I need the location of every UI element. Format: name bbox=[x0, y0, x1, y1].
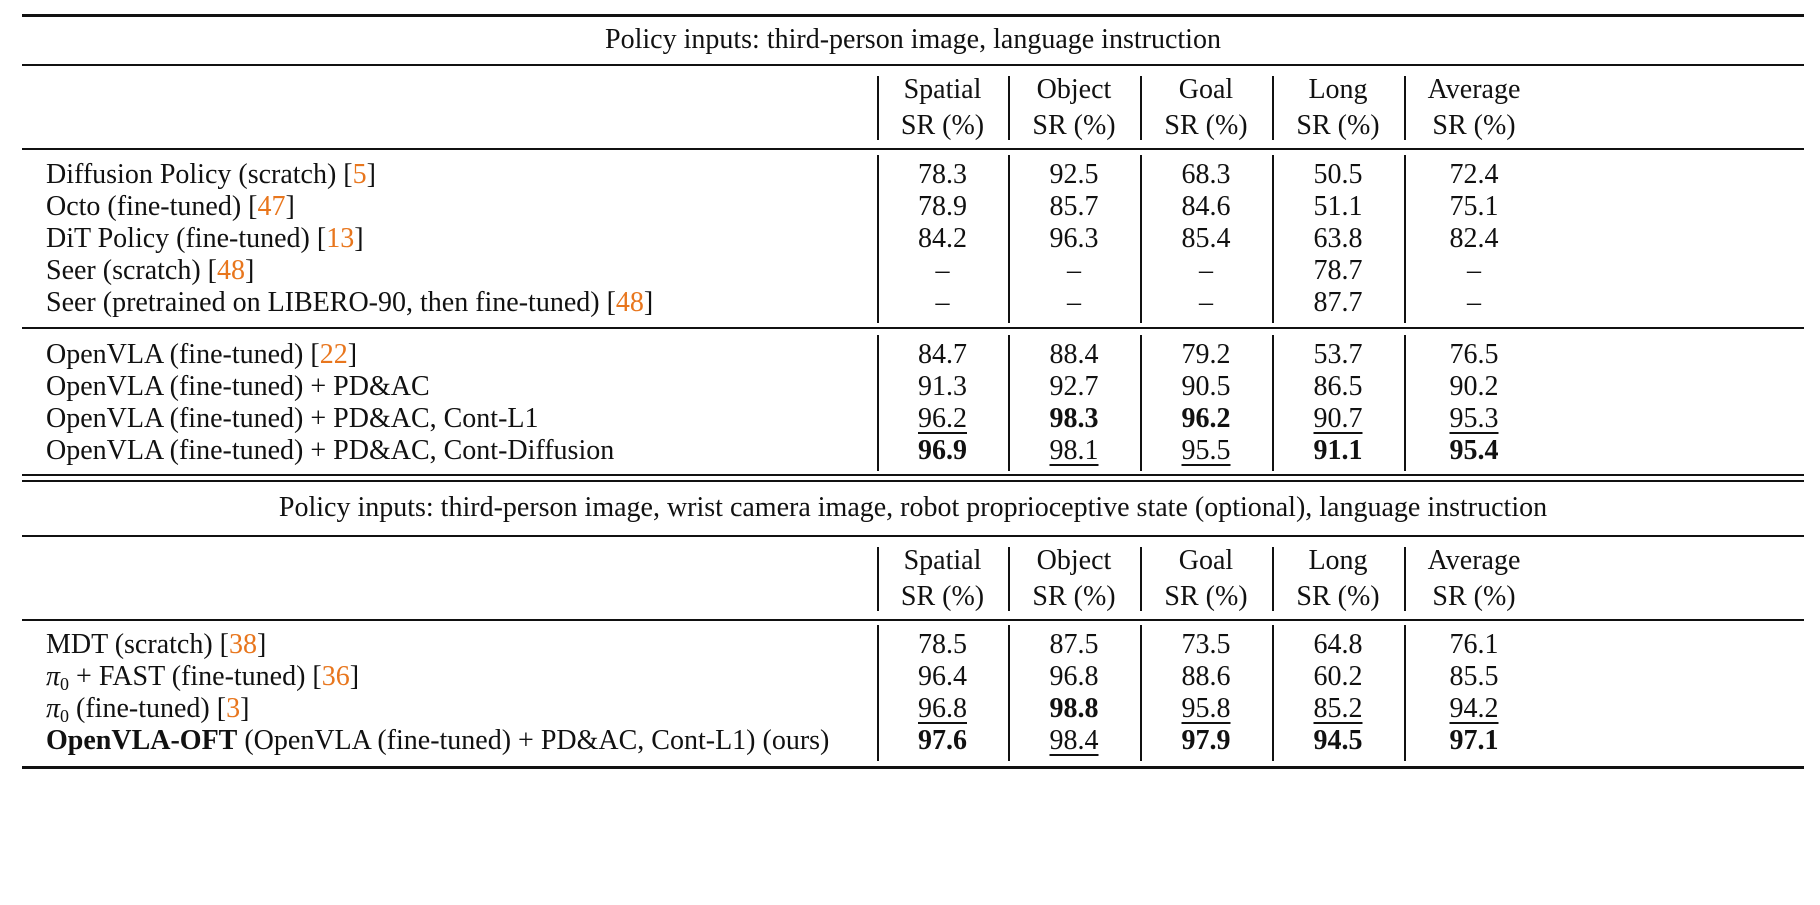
value-cell bbox=[877, 371, 1008, 403]
method-name bbox=[46, 629, 266, 661]
header-spatial: Spatial SR (%) bbox=[900, 74, 985, 141]
value-cell bbox=[1008, 191, 1140, 223]
value-text: 95.4 bbox=[1449, 435, 1499, 466]
method-name-text: Octo (fine-tuned) [ bbox=[46, 191, 258, 222]
value-cell bbox=[1404, 255, 1544, 287]
value-text: 97.9 bbox=[1181, 725, 1231, 756]
method-name-text: DiT Policy (fine-tuned) [ bbox=[46, 223, 327, 254]
method-name bbox=[46, 371, 430, 403]
citation-bracket: ] bbox=[349, 661, 360, 692]
method-name bbox=[46, 223, 364, 255]
value-cell bbox=[1272, 661, 1404, 693]
citation-bracket: ] bbox=[643, 287, 654, 318]
value-cell bbox=[1140, 371, 1272, 403]
value-cell bbox=[1140, 191, 1272, 223]
value-cell bbox=[877, 693, 1008, 725]
value-cell bbox=[877, 661, 1008, 693]
value-text: 78.5 bbox=[918, 629, 967, 660]
method-name-text: OpenVLA (fine-tuned) [ bbox=[46, 339, 320, 370]
value-text: 60.2 bbox=[1313, 661, 1363, 692]
citation-bracket: ] bbox=[366, 159, 376, 190]
value-cell bbox=[1272, 255, 1404, 287]
value-cell bbox=[1272, 725, 1404, 757]
method-name-text: + FAST (fine-tuned) [ bbox=[69, 661, 322, 692]
value-cell bbox=[1404, 403, 1544, 435]
method-name-bold: OpenVLA-OFT bbox=[46, 725, 238, 756]
value-text: 91.1 bbox=[1313, 435, 1363, 466]
value-cell bbox=[1404, 339, 1544, 371]
value-cell bbox=[1140, 661, 1272, 693]
value-text: 95.8 bbox=[1181, 693, 1231, 724]
method-name-text: Diffusion Policy (scratch) [ bbox=[46, 159, 353, 190]
header-goal: Goal SR (%) bbox=[1164, 545, 1248, 612]
citation-link: 36 bbox=[321, 661, 350, 692]
header-long: Long SR (%) bbox=[1296, 545, 1380, 612]
value-text: 90.2 bbox=[1449, 371, 1499, 402]
rule bbox=[22, 327, 1804, 329]
value-cell bbox=[1008, 255, 1140, 287]
value-text: 72.4 bbox=[1449, 159, 1499, 190]
value-cell bbox=[1404, 371, 1544, 403]
value-text: 96.9 bbox=[918, 435, 967, 466]
value-text: 97.1 bbox=[1449, 725, 1499, 756]
value-cell bbox=[1404, 725, 1544, 757]
value-text: 94.5 bbox=[1313, 725, 1363, 756]
value-cell bbox=[1008, 629, 1140, 661]
value-cell bbox=[1140, 339, 1272, 371]
value-text: 85.4 bbox=[1181, 223, 1231, 254]
value-text: – bbox=[1199, 255, 1213, 286]
value-text: 96.4 bbox=[918, 661, 967, 692]
value-cell bbox=[1008, 725, 1140, 757]
pi-symbol: π bbox=[46, 693, 61, 724]
value-text: – bbox=[1467, 287, 1481, 318]
value-cell bbox=[1008, 435, 1140, 467]
value-text: 85.5 bbox=[1449, 661, 1499, 692]
value-cell bbox=[1008, 287, 1140, 319]
citation-link: 48 bbox=[217, 255, 246, 286]
value-cell bbox=[1404, 159, 1544, 191]
value-text: 88.4 bbox=[1049, 339, 1099, 370]
value-text: 95.3 bbox=[1449, 403, 1499, 434]
value-text: 98.3 bbox=[1049, 403, 1099, 434]
value-text: 50.5 bbox=[1313, 159, 1363, 190]
value-text: 97.6 bbox=[918, 725, 967, 756]
value-cell bbox=[877, 629, 1008, 661]
citation-bracket: ] bbox=[245, 255, 255, 286]
value-text: 79.2 bbox=[1181, 339, 1231, 370]
pi-subscript: 0 bbox=[60, 674, 70, 694]
value-text: 63.8 bbox=[1313, 223, 1363, 254]
value-text: – bbox=[935, 287, 950, 318]
value-cell bbox=[1272, 629, 1404, 661]
value-text: 96.2 bbox=[1181, 403, 1231, 434]
value-cell bbox=[1404, 191, 1544, 223]
citation-link: 5 bbox=[352, 159, 367, 190]
pi-subscript: 0 bbox=[60, 706, 70, 726]
citation-bracket: ] bbox=[354, 223, 364, 254]
value-cell bbox=[1272, 191, 1404, 223]
header-average: Average SR (%) bbox=[1427, 74, 1521, 141]
citation-bracket: ] bbox=[240, 693, 250, 724]
value-text: 75.1 bbox=[1449, 191, 1499, 222]
method-name bbox=[46, 255, 254, 287]
citation-link: 13 bbox=[326, 223, 355, 254]
value-cell bbox=[1404, 661, 1544, 693]
value-cell bbox=[877, 191, 1008, 223]
section-1-title: Policy inputs: third-person image, language instruction bbox=[605, 24, 1221, 55]
citation-link: 48 bbox=[615, 287, 644, 318]
value-text: 64.8 bbox=[1313, 629, 1363, 660]
bottom-rule bbox=[22, 766, 1804, 769]
value-cell bbox=[1272, 223, 1404, 255]
method-name-text: (OpenVLA (fine-tuned) + PD&AC, Cont-L1) (ours) bbox=[237, 725, 830, 756]
value-cell bbox=[1272, 403, 1404, 435]
value-cell bbox=[1140, 693, 1272, 725]
value-cell bbox=[877, 255, 1008, 287]
header-long: Long SR (%) bbox=[1296, 74, 1380, 141]
rule bbox=[22, 619, 1804, 621]
value-text: 86.5 bbox=[1313, 371, 1363, 402]
value-text: 51.1 bbox=[1313, 191, 1363, 222]
value-cell bbox=[1140, 287, 1272, 319]
value-text: 76.5 bbox=[1449, 339, 1499, 370]
value-text: 88.6 bbox=[1181, 661, 1231, 692]
value-cell bbox=[1404, 693, 1544, 725]
value-cell bbox=[1140, 725, 1272, 757]
method-name bbox=[46, 159, 376, 191]
value-cell bbox=[1008, 223, 1140, 255]
method-name-text: MDT (scratch) [ bbox=[46, 629, 229, 660]
value-cell bbox=[1404, 629, 1544, 661]
value-cell bbox=[877, 339, 1008, 371]
value-cell bbox=[1272, 371, 1404, 403]
value-text: 92.7 bbox=[1049, 371, 1099, 402]
value-cell bbox=[877, 725, 1008, 757]
value-text: – bbox=[1199, 287, 1213, 318]
value-text: 98.1 bbox=[1049, 435, 1099, 466]
value-text: 91.3 bbox=[918, 371, 967, 402]
value-cell bbox=[1008, 661, 1140, 693]
value-text: 96.2 bbox=[918, 403, 967, 434]
method-name bbox=[46, 287, 653, 319]
method-name bbox=[46, 403, 539, 435]
value-cell bbox=[1008, 403, 1140, 435]
value-text: 87.5 bbox=[1049, 629, 1099, 660]
value-cell bbox=[1140, 255, 1272, 287]
citation-link: 38 bbox=[228, 629, 257, 660]
value-text: – bbox=[935, 255, 950, 286]
value-text: 53.7 bbox=[1313, 339, 1363, 370]
header-goal: Goal SR (%) bbox=[1164, 74, 1248, 141]
value-text: 87.7 bbox=[1313, 287, 1363, 318]
value-cell bbox=[1272, 287, 1404, 319]
rule bbox=[22, 64, 1804, 66]
method-name bbox=[46, 435, 614, 467]
value-text: 82.4 bbox=[1449, 223, 1499, 254]
value-text: – bbox=[1067, 255, 1081, 286]
method-name bbox=[46, 191, 295, 223]
rule bbox=[22, 535, 1804, 537]
value-text: 85.2 bbox=[1313, 693, 1363, 724]
header-average: Average SR (%) bbox=[1427, 545, 1521, 612]
value-cell bbox=[1140, 629, 1272, 661]
citation-bracket: ] bbox=[347, 339, 358, 370]
method-name bbox=[46, 725, 829, 757]
value-text: 95.5 bbox=[1181, 435, 1231, 466]
value-cell bbox=[1008, 339, 1140, 371]
value-text: 73.5 bbox=[1181, 629, 1231, 660]
citation-bracket: ] bbox=[285, 191, 295, 222]
citation-bracket: ] bbox=[256, 629, 267, 660]
value-text: 92.5 bbox=[1049, 159, 1099, 190]
double-rule-lower bbox=[22, 480, 1804, 482]
top-rule bbox=[22, 14, 1804, 17]
value-text: 78.9 bbox=[918, 191, 967, 222]
value-cell bbox=[1404, 435, 1544, 467]
method-name-text: OpenVLA (fine-tuned) + PD&AC, Cont-Diffusion bbox=[46, 435, 615, 466]
value-cell bbox=[1140, 435, 1272, 467]
citation-link: 47 bbox=[257, 191, 286, 222]
value-text: 94.2 bbox=[1449, 693, 1499, 724]
value-cell bbox=[877, 287, 1008, 319]
method-name-text: OpenVLA (fine-tuned) + PD&AC, Cont-L1 bbox=[46, 403, 539, 434]
value-cell bbox=[1272, 339, 1404, 371]
method-name-text: (fine-tuned) [ bbox=[69, 693, 227, 724]
method-name-text: OpenVLA (fine-tuned) + PD&AC bbox=[46, 371, 430, 402]
value-text: 96.3 bbox=[1049, 223, 1099, 254]
method-name-text: Seer (scratch) [ bbox=[46, 255, 218, 286]
pi-symbol: π bbox=[46, 661, 61, 692]
value-text: 98.8 bbox=[1049, 693, 1099, 724]
section-2-title: Policy inputs: third-person image, wrist camera image, robot proprioceptive state (optional), language instruction bbox=[278, 492, 1548, 523]
value-text: 96.8 bbox=[918, 693, 967, 724]
value-text: 90.7 bbox=[1313, 403, 1363, 434]
value-cell bbox=[1008, 371, 1140, 403]
value-text: 90.5 bbox=[1181, 371, 1231, 402]
value-cell bbox=[877, 403, 1008, 435]
value-cell bbox=[1008, 159, 1140, 191]
value-cell bbox=[1140, 223, 1272, 255]
double-rule-upper bbox=[22, 474, 1804, 476]
header-spatial: Spatial SR (%) bbox=[900, 545, 985, 612]
value-cell bbox=[877, 435, 1008, 467]
method-name bbox=[46, 339, 357, 371]
value-cell bbox=[1140, 159, 1272, 191]
value-text: 96.8 bbox=[1049, 661, 1099, 692]
value-text: 98.4 bbox=[1049, 725, 1099, 756]
rule bbox=[22, 148, 1804, 150]
value-text: 84.7 bbox=[918, 339, 967, 370]
header-object: Object SR (%) bbox=[1032, 74, 1116, 141]
value-text: – bbox=[1067, 287, 1081, 318]
value-cell bbox=[1272, 435, 1404, 467]
value-text: – bbox=[1467, 255, 1481, 286]
value-cell bbox=[877, 223, 1008, 255]
value-cell bbox=[1404, 223, 1544, 255]
value-cell bbox=[1008, 693, 1140, 725]
method-name-text: Seer (pretrained on LIBERO-90, then fine-tuned) [ bbox=[46, 287, 616, 318]
value-cell bbox=[1404, 287, 1544, 319]
header-object: Object SR (%) bbox=[1032, 545, 1116, 612]
value-cell bbox=[1140, 403, 1272, 435]
value-cell bbox=[877, 159, 1008, 191]
value-cell bbox=[1272, 693, 1404, 725]
value-text: 68.3 bbox=[1181, 159, 1231, 190]
value-text: 78.7 bbox=[1313, 255, 1363, 286]
value-text: 85.7 bbox=[1049, 191, 1099, 222]
citation-link: 22 bbox=[319, 339, 348, 370]
value-text: 76.1 bbox=[1449, 629, 1499, 660]
value-text: 84.6 bbox=[1181, 191, 1231, 222]
value-text: 84.2 bbox=[918, 223, 967, 254]
citation-link: 3 bbox=[226, 693, 241, 724]
value-text: 78.3 bbox=[918, 159, 967, 190]
value-cell bbox=[1272, 159, 1404, 191]
